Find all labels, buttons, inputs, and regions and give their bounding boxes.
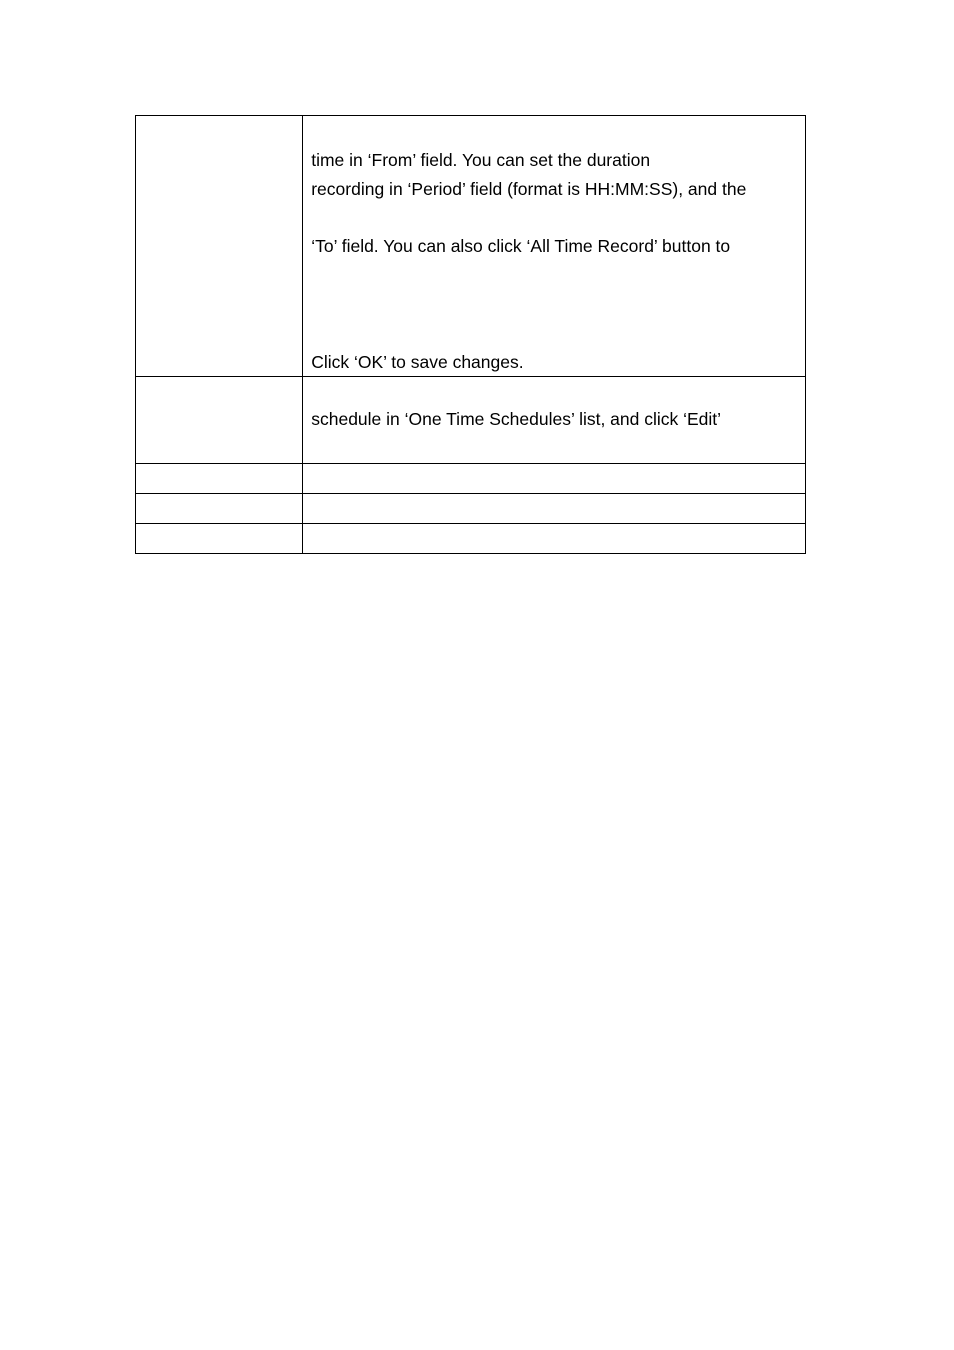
description-line: schedule in ‘One Time Schedules’ list, and click ‘Edit’	[311, 409, 722, 429]
description-line: Click ‘OK’ to save changes.	[311, 352, 524, 372]
table-cell-description	[303, 377, 806, 464]
table-cell-description	[303, 524, 806, 554]
table-cell-label	[136, 377, 303, 464]
table-cell-description	[303, 494, 806, 524]
description-line: recording in ‘Period’ field (format is HH:MM:SS), and the	[311, 179, 747, 199]
table-cell-label	[136, 464, 303, 494]
table-cell-label	[136, 494, 303, 524]
table-row	[136, 116, 806, 377]
table-row	[136, 524, 806, 554]
table-row	[136, 494, 806, 524]
table-cell-label	[136, 116, 303, 377]
table-row	[136, 377, 806, 464]
table-cell-label	[136, 524, 303, 554]
table-cell-description	[303, 116, 806, 377]
description-line: ‘To’ field. You can also click ‘All Time Record’ button to	[311, 236, 731, 256]
description-line: time in ‘From’ field. You can set the duration	[311, 150, 651, 170]
document-table	[135, 115, 806, 554]
table-cell-description	[303, 464, 806, 494]
table-row	[136, 464, 806, 494]
